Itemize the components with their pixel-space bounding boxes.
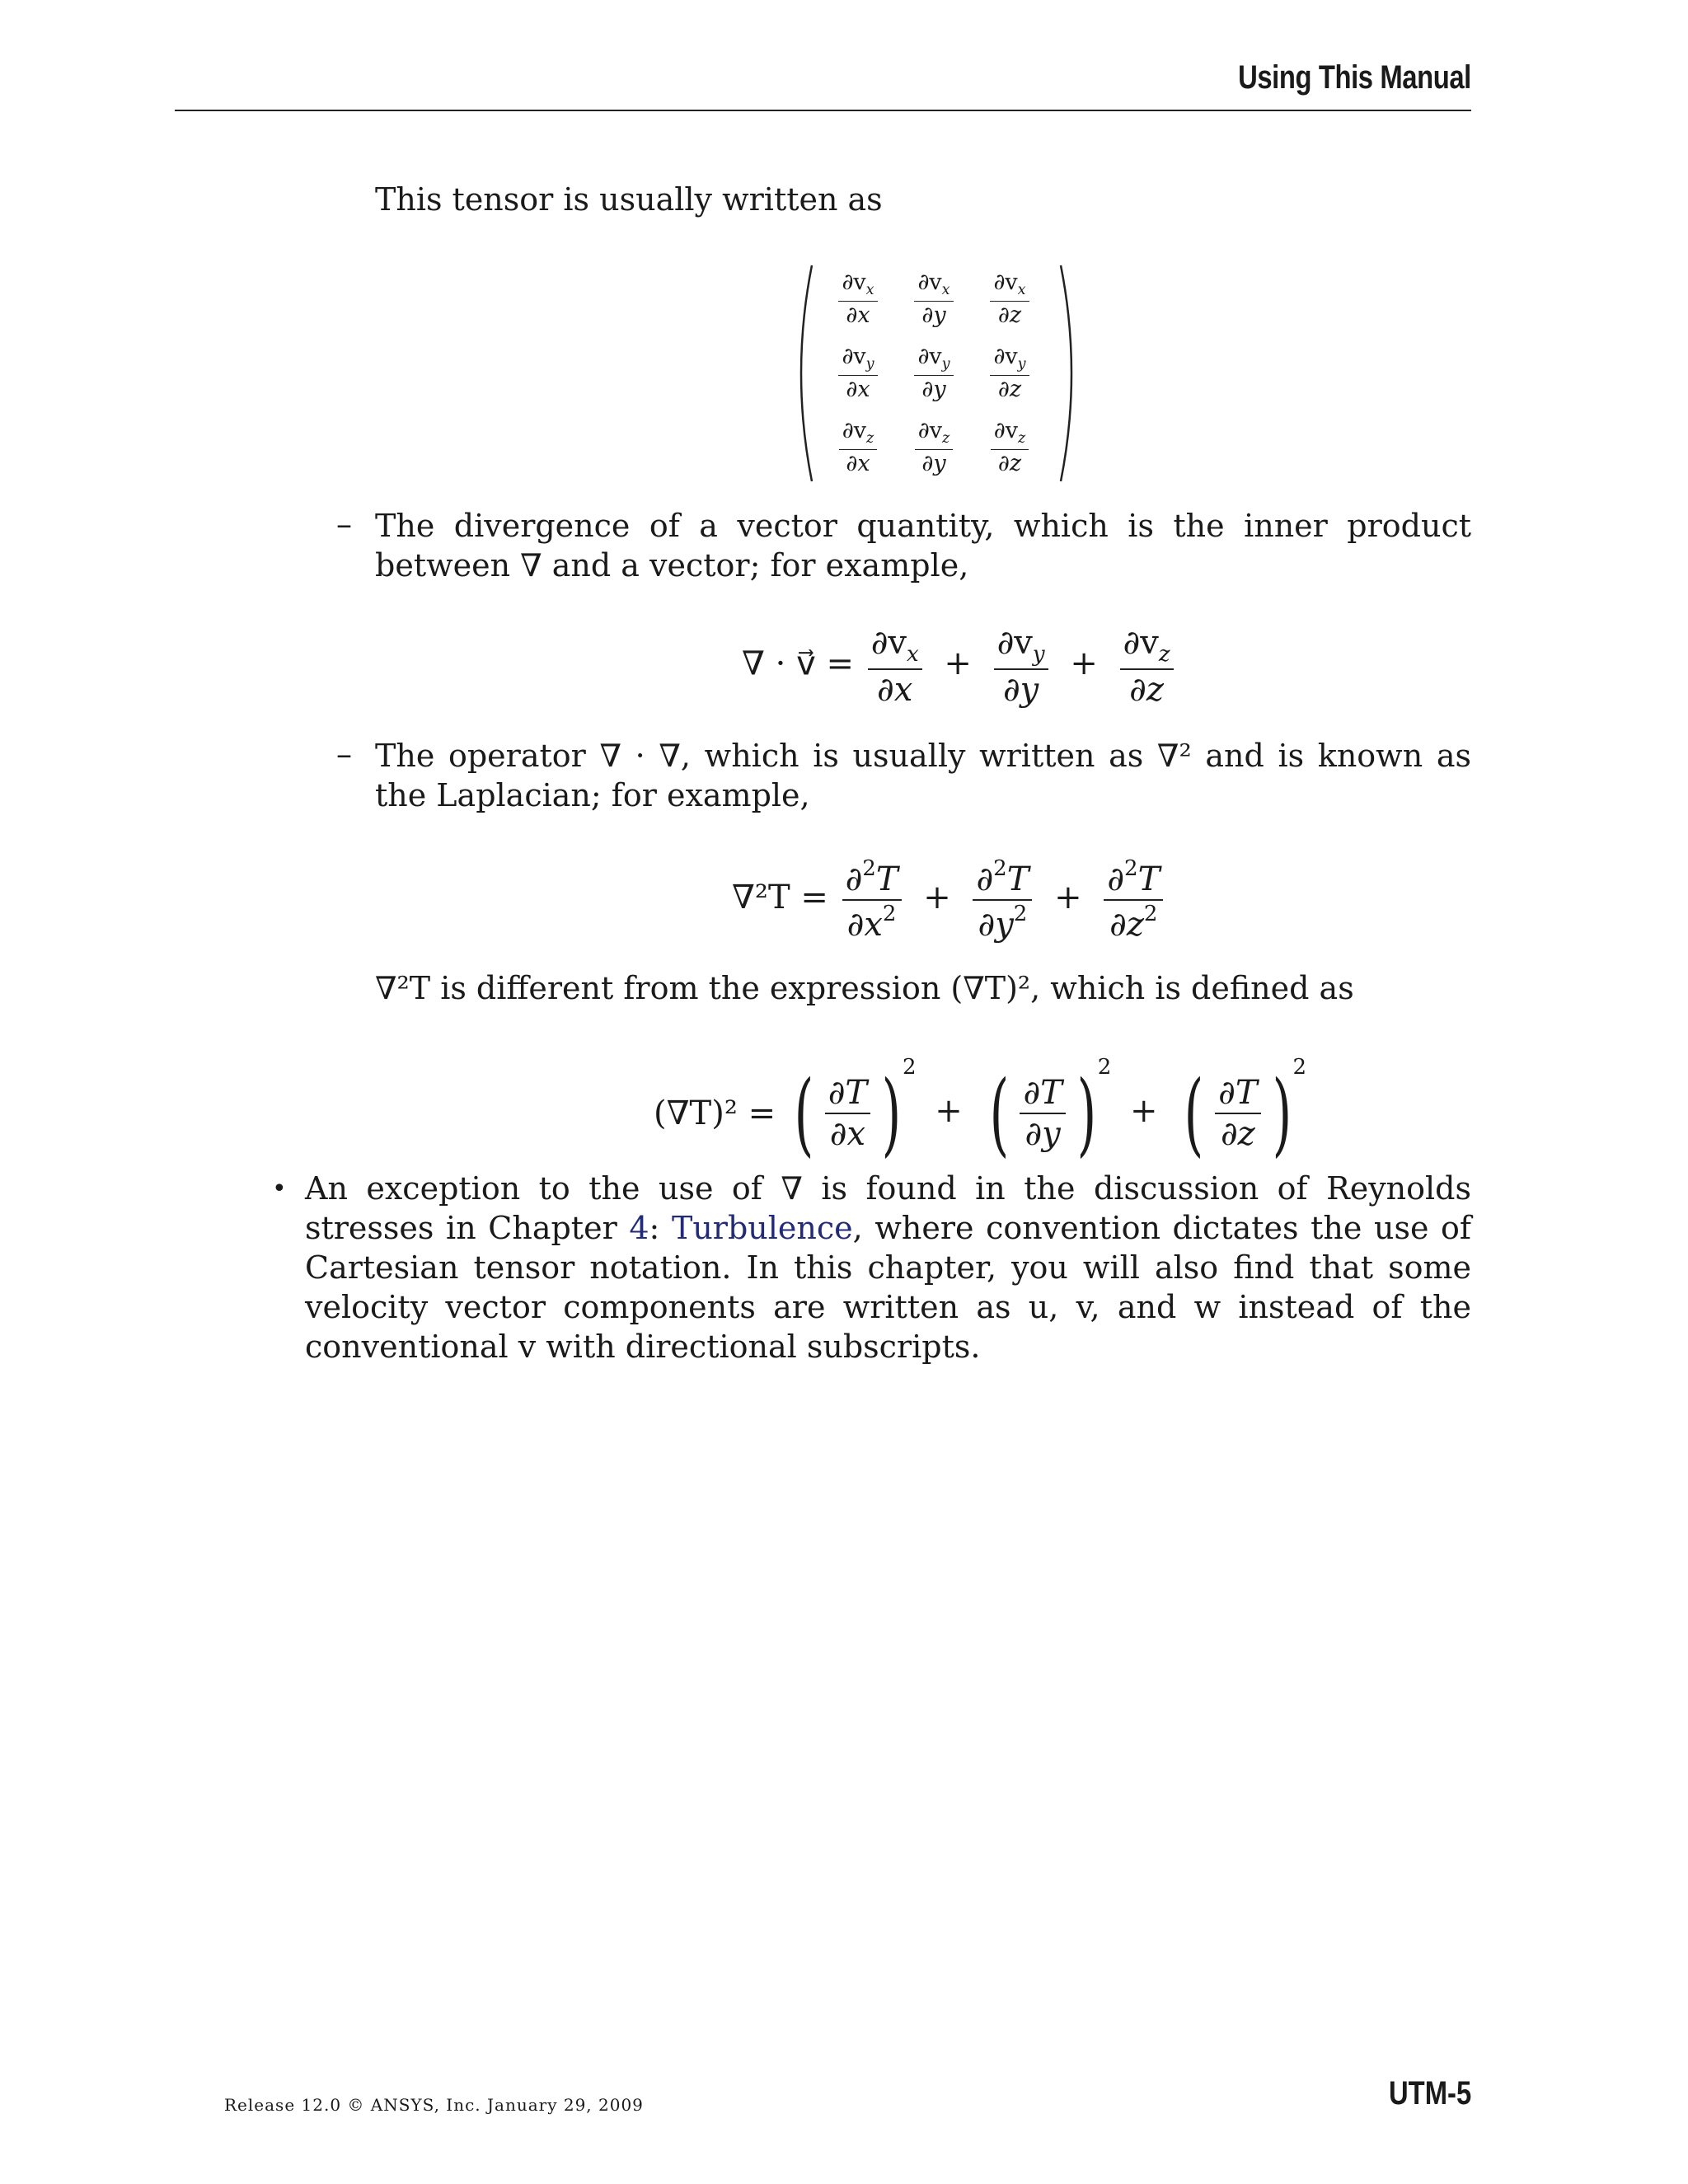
matrix-right-paren [1053, 262, 1085, 485]
gradient-squared-lhs: (∇T)² = [654, 1094, 776, 1132]
matrix-cell: $\frac{\partial v_y}{\partial z}$ [972, 336, 1048, 410]
tensor-intro: This tensor is usually written as [375, 181, 883, 218]
matrix-cell: $\frac{\partial v_y}{\partial x}$ [820, 336, 896, 410]
footer-release: Release 12.0 © ANSYS, Inc. January 29, 2009 [224, 2095, 644, 2115]
laplacian-difference-text: ∇²T is different from the expression (∇T)², which is defined as [375, 970, 1354, 1006]
header-title: Using This Manual [1238, 59, 1471, 96]
matrix-cell: $\frac{\partial v_z}{\partial z}$ [972, 410, 1048, 485]
matrix-cell: $\frac{\partial v_x}{\partial x}$ [820, 262, 896, 336]
matrix-cell: $\frac{\partial v_x}{\partial y}$ [896, 262, 972, 336]
exception-paragraph [305, 1169, 1471, 1366]
exception-colon: : [649, 1210, 672, 1246]
chapter-number-link[interactable]: 4 [629, 1210, 649, 1246]
divergence-lhs: ∇ · v⃗ = [742, 644, 854, 683]
exception-text-1: An exception to the use of ∇ is found in the discussion of Reynolds stresses in Chapter [305, 1170, 1471, 1246]
divergence-equation: ∇ · v⃗ = $\frac{\partial v_x}{\partial x}$ + $\frac{\partial v_y}{\partial y}$ + $\frac{\partial v_z}{\partial z}$ [742, 625, 1177, 708]
dash-marker-2: – [336, 736, 352, 772]
matrix-left-paren [787, 262, 820, 485]
matrix-cell: $\frac{\partial v_z}{\partial y}$ [896, 410, 972, 485]
dash-marker-1: – [336, 506, 352, 542]
footer-page-number: UTM-5 [1388, 2075, 1471, 2111]
laplacian-lhs: ∇²T = [732, 879, 828, 917]
velocity-gradient-matrix [787, 262, 1051, 485]
matrix-cell: $\frac{\partial v_z}{\partial x}$ [820, 410, 896, 485]
matrix-cell: $\frac{\partial v_x}{\partial z}$ [972, 262, 1048, 336]
exception-text-2: , where convention dictates the use of Cartesian tensor notation. In this chapter, you will also find that some velocity vector components are written as u, v, and w instead of the conventional v with directional subscripts. [305, 1210, 1471, 1365]
divergence-text: The divergence of a vector quantity, which is the inner product between ∇ and a vector; for example, [375, 508, 1471, 583]
laplacian-equation: ∇²T = $\frac{\partial^2T}{\partial x^2}$ + $\frac{\partial^2T}{\partial y^2}$ + $\frac{\partial^2T}{\partial z^2}$ [732, 857, 1166, 943]
matrix-cell: $\frac{\partial v_y}{\partial y}$ [896, 336, 972, 410]
turbulence-link[interactable]: Turbulence [671, 1210, 853, 1246]
bullet-marker: • [272, 1174, 287, 1203]
gradient-squared-equation: (∇T)² = ( $\frac{\partial T}{\partial x}$ )$^2$ + ( $\frac{\partial T}{\partial y}$ )$^2$ + ( $\frac{\partial T}{\partial z}$ )$^2$ [654, 1055, 1307, 1166]
operator-text: The operator ∇ · ∇, which is usually written as ∇² and is known as the Laplacian; for example, [375, 738, 1471, 813]
header-rule [175, 110, 1471, 111]
